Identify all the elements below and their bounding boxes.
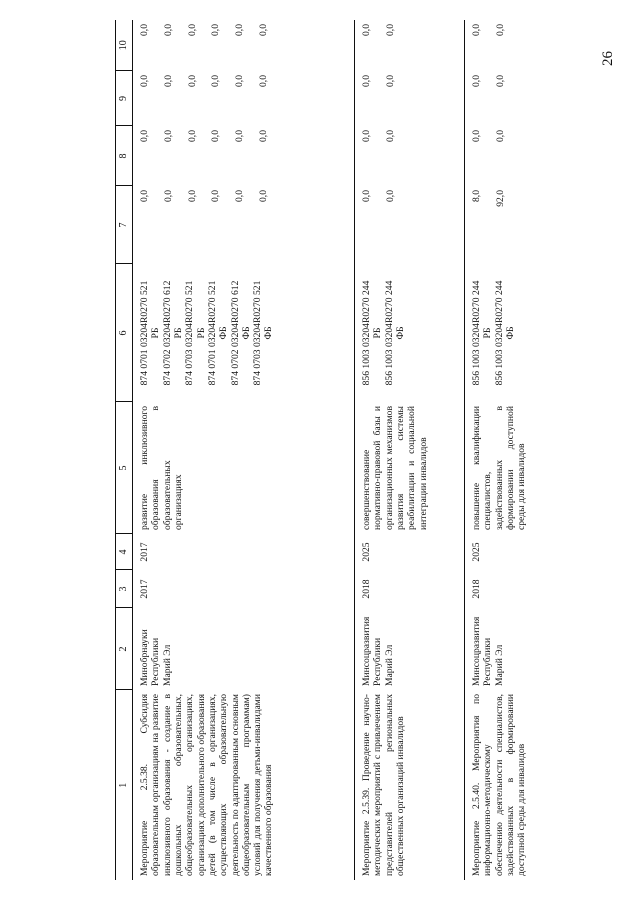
expected-result: развитие инклюзивного образования в образовательных организациях bbox=[133, 402, 355, 534]
value-cell-line: 0,0 bbox=[234, 24, 246, 36]
value-cell-line: 0,0 bbox=[361, 75, 372, 87]
value-v8 bbox=[465, 126, 585, 186]
measure-name: Мероприятие 2.5.39. Проведение научно-методических мероприятий с привлечением представителей региональных общественных организаций инвалидов bbox=[355, 690, 465, 880]
value-cell-line: 0,0 bbox=[162, 190, 174, 202]
expected-result: повышение квалификации специалистов, задействованных в формировании доступной среды для инвалидов bbox=[471, 406, 528, 530]
value-cell-line: 0,0 bbox=[361, 130, 372, 142]
value-cell-line: 0,0 bbox=[162, 75, 174, 87]
executor: Минсоцразвития Республики Марий Эл bbox=[355, 608, 465, 690]
value-cell-line: 0,0 bbox=[384, 75, 396, 87]
expected-result: совершенствование нормативно-правовой базы и организационных механизмов развития системы реабилитации и социальной интеграции инвалидов bbox=[355, 402, 465, 534]
budget-code-line: 874 0702 03204R0270 612 bbox=[229, 280, 241, 386]
executor: Минобрнауки Республики Марий Эл bbox=[133, 608, 355, 690]
measure-name: Мероприятие 2.5.38. Субсидия образовательным организациям на развитие инклюзивного образования - создание в дошкольных образовательных, общеобразовательных организациях, организациях дополнительного образования детей (в том числе в организациях, осуществляющих образовательную деятельность по адаптированным основным общеобразовательным программам) условий для получения детьми-инвалидами качественного образования bbox=[133, 690, 355, 880]
value-cell-line: 0,0 bbox=[494, 24, 506, 36]
start-year: 2018 bbox=[471, 579, 482, 599]
value-v8 bbox=[355, 126, 465, 186]
end-year: 2025 bbox=[355, 534, 465, 570]
value-cell-line: 0,0 bbox=[471, 130, 482, 142]
value-cell-line: 0,0 bbox=[258, 190, 270, 202]
budget-code-line: ФБ bbox=[504, 326, 516, 340]
value-cell-line: 0,0 bbox=[258, 75, 270, 87]
budget-code-line: 874 0703 03204R0270 521 bbox=[184, 280, 196, 386]
value-cell-line: 0,0 bbox=[384, 130, 396, 142]
value-cell-line: 0,0 bbox=[162, 130, 174, 142]
value-v7 bbox=[133, 186, 355, 264]
value-cell-line: 0,0 bbox=[361, 24, 372, 36]
rotated-table-container bbox=[115, 20, 595, 880]
value-v10 bbox=[465, 20, 585, 71]
end-year: 2025 bbox=[471, 542, 482, 562]
value-cell-line: 0,0 bbox=[186, 190, 198, 202]
value-cell-line: 92,0 bbox=[494, 190, 506, 207]
table-row bbox=[465, 20, 585, 880]
value-cell-line: 0,0 bbox=[361, 190, 372, 202]
value-cell-line: 0,0 bbox=[234, 75, 246, 87]
col-header: 10 bbox=[116, 20, 133, 71]
value-cell-line: 0,0 bbox=[210, 24, 222, 36]
page-number: 26 bbox=[600, 51, 616, 66]
budget-code-line: 874 0703 03204R0270 521 bbox=[252, 280, 264, 386]
col-header: 6 bbox=[116, 264, 133, 402]
budget-code-line: ФБ bbox=[218, 326, 230, 340]
end-year: 2017 bbox=[133, 534, 355, 570]
start-year: 2018 bbox=[355, 570, 465, 608]
budget-code-line: 874 0701 03204R0270 521 bbox=[206, 280, 218, 386]
start-year: 2017 bbox=[133, 570, 355, 608]
budget-code-line: 874 0701 03204R0270 521 bbox=[139, 280, 150, 386]
budget-code-line: РБ bbox=[195, 327, 207, 339]
header-row bbox=[116, 20, 133, 880]
measure-name: Мероприятие 2.5.40. Мероприятия по информационно-методическому обеспечению деятельности специалистов, задействованных в формировании доступной среды для инвалидов bbox=[471, 694, 528, 876]
budget-code-line: ФБ bbox=[263, 326, 275, 340]
col-header: 7 bbox=[116, 186, 133, 264]
value-cell-line: 8,0 bbox=[471, 190, 482, 202]
col-header: 8 bbox=[116, 126, 133, 186]
budget-code-line: ФБ bbox=[240, 326, 252, 340]
value-cell-line: 0,0 bbox=[139, 24, 150, 36]
budget-code-line: РБ bbox=[172, 327, 184, 339]
budget-codes bbox=[355, 264, 465, 402]
value-cell-line: 0,0 bbox=[139, 75, 150, 87]
col-header: 2 bbox=[116, 608, 133, 690]
measures-table bbox=[115, 20, 585, 880]
col-header: 1 bbox=[116, 690, 133, 880]
budget-code-line: ФБ bbox=[394, 326, 406, 340]
value-cell-line: 0,0 bbox=[210, 190, 222, 202]
col-header: 4 bbox=[116, 534, 133, 570]
value-cell-line: 0,0 bbox=[162, 24, 174, 36]
value-cell-line: 0,0 bbox=[471, 75, 482, 87]
budget-code-line: 856 1003 03204R0270 244 bbox=[471, 280, 482, 386]
budget-code-line: РБ bbox=[372, 327, 384, 339]
value-cell-line: 0,0 bbox=[494, 75, 506, 87]
value-v10 bbox=[133, 20, 355, 71]
table-row bbox=[355, 20, 465, 880]
value-cell-line: 0,0 bbox=[258, 24, 270, 36]
col-header: 3 bbox=[116, 570, 133, 608]
col-header: 5 bbox=[116, 402, 133, 534]
value-v8 bbox=[133, 126, 355, 186]
value-cell-line: 0,0 bbox=[210, 130, 222, 142]
value-cell-line: 0,0 bbox=[139, 190, 150, 202]
table-row bbox=[133, 20, 355, 880]
value-cell-line: 0,0 bbox=[234, 130, 246, 142]
table-body bbox=[133, 20, 585, 880]
value-cell-line: 0,0 bbox=[186, 75, 198, 87]
value-cell-line: 0,0 bbox=[258, 130, 270, 142]
value-cell-line: 0,0 bbox=[384, 190, 396, 202]
value-cell-line: 0,0 bbox=[384, 24, 396, 36]
budget-code-line: 874 0702 03204R0270 612 bbox=[161, 280, 173, 386]
value-v10 bbox=[355, 20, 465, 71]
budget-code-line: 856 1003 03204R0270 244 bbox=[383, 280, 395, 386]
budget-codes bbox=[133, 264, 355, 402]
value-v9 bbox=[133, 71, 355, 126]
budget-code-line: 856 1003 03204R0270 244 bbox=[361, 280, 372, 386]
budget-codes bbox=[465, 264, 585, 402]
value-cell-line: 0,0 bbox=[494, 130, 506, 142]
executor: Минсоцразвития Республики Марий Эл bbox=[471, 616, 505, 686]
value-cell-line: 0,0 bbox=[186, 24, 198, 36]
budget-code-line: РБ bbox=[482, 327, 494, 339]
value-cell-line: 0,0 bbox=[186, 130, 198, 142]
value-cell-line: 0,0 bbox=[471, 24, 482, 36]
col-header: 9 bbox=[116, 71, 133, 126]
value-cell-line: 0,0 bbox=[234, 190, 246, 202]
value-v9 bbox=[465, 71, 585, 126]
budget-code-line: 856 1003 03204R0270 244 bbox=[493, 280, 505, 386]
value-v7 bbox=[465, 186, 585, 264]
budget-code-line: РБ bbox=[150, 327, 162, 339]
value-cell-line: 0,0 bbox=[139, 130, 150, 142]
value-v7 bbox=[355, 186, 465, 264]
value-v9 bbox=[355, 71, 465, 126]
value-cell-line: 0,0 bbox=[210, 75, 222, 87]
